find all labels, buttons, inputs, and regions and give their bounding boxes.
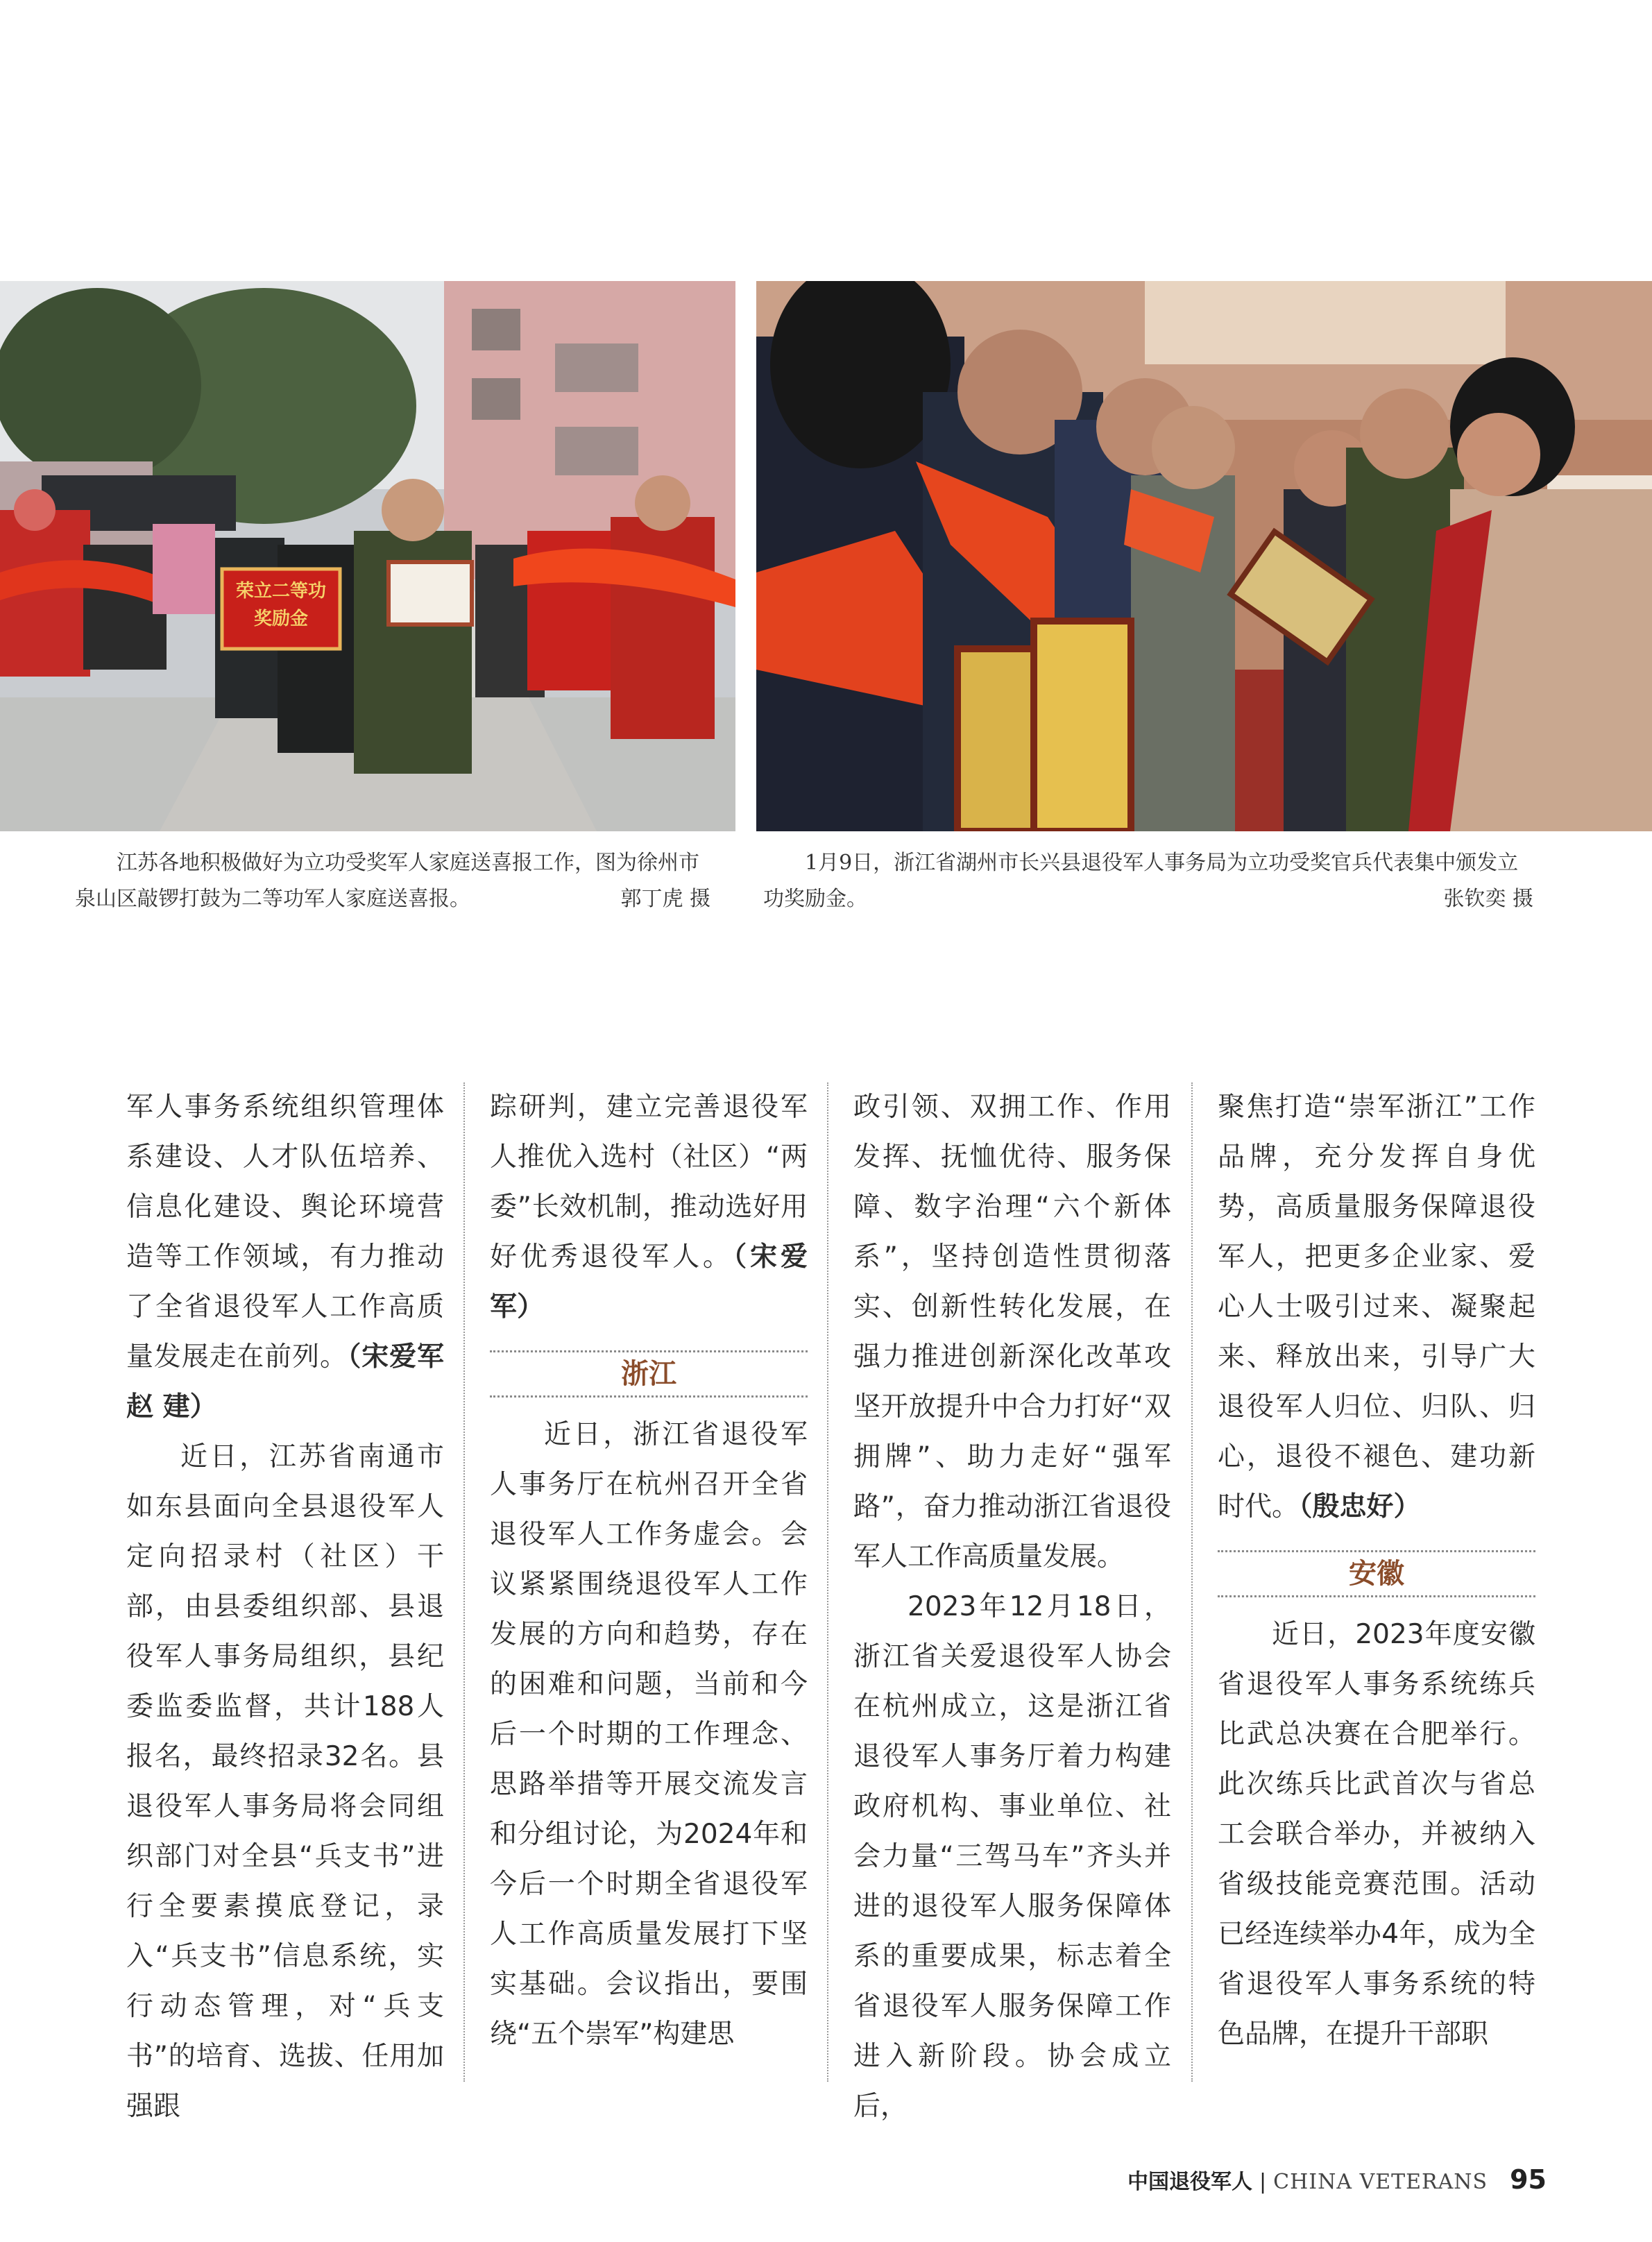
- paragraph-text: 踪研判，建立完善退役军人推优入选村（社区）“两委”长效机制，推动选好用好优秀退役军人。: [490, 1092, 808, 1273]
- article-column-1: [126, 1082, 444, 2132]
- column-divider: [1191, 1082, 1193, 2082]
- section-heading-zhejiang: 浙江: [490, 1350, 808, 1398]
- article-column-3: [853, 1082, 1171, 2132]
- section-heading-anhui: 安徽: [1218, 1550, 1535, 1597]
- page-footer: [1127, 2162, 1547, 2197]
- magazine-english-name: CHINA VETERANS: [1273, 2170, 1488, 2194]
- photo-caption-left: [75, 845, 710, 917]
- author-credit: （宋爱军）: [490, 1241, 808, 1323]
- paragraph: 2023年12月18日，浙江省关爱退役军人协会在杭州成立，这是浙江省退役军人事务厅着力构建政府机构、事业单位、社会力量“三驾马车”齐头并进的退役军人服务保障体系的重要成果，标志着全省退役军人服务保障工作进入新阶段。协会成立后，: [853, 1591, 1171, 2122]
- photo-caption-left-text: 江苏各地积极做好为立功受奖军人家庭送喜报工作，图为徐州市泉山区敲锣打鼓为二等功军人家庭送喜报。: [75, 851, 699, 911]
- photo-credit-right: 张钦奕 摄: [1443, 887, 1533, 911]
- paragraph: 近日，浙江省退役军人事务厅在杭州召开全省退役军人工作务虚会。会议紧紧围绕退役军人工作发展的方向和趋势，存在的困难和问题，当前和今后一个时期的工作理念、思路举措等开展交流发言和分组讨论，为2024年和今后一个时期全省退役军人工作高质量发展打下坚实基础。会议指出，要围绕“五个崇军”构建思: [490, 1419, 808, 2050]
- paragraph: [126, 1082, 444, 1432]
- paragraph: 政引领、双拥工作、作用发挥、抚恤优待、服务保障、数字治理“六个新体系”，坚持创造性贯彻落实、创新性转化发展，在强力推进创新深化改革攻坚开放提升中合力打好“双拥牌”、助力走好“强军路”，奋力推动浙江省退役军人工作高质量发展。: [853, 1092, 1171, 1572]
- photo-credit-left: 郭丁虎 摄: [620, 887, 710, 911]
- page-number: 95: [1510, 2164, 1547, 2195]
- article-column-4: [1218, 1082, 1535, 2060]
- paragraph: 近日，2023年度安徽省退役军人事务系统练兵比武总决赛在合肥举行。此次练兵比武首次与省总工会联合举办，并被纳入省级技能竞赛范围。活动已经连续举办4年，成为全省退役军人事务系统的特色品牌，在提升干部职: [1218, 1619, 1535, 2050]
- author-credit: （宋爱军 赵 建）: [126, 1341, 444, 1423]
- magazine-name: 中国退役军人: [1127, 2170, 1253, 2194]
- banner-line-2: 奖励金: [253, 609, 309, 629]
- paragraph: 近日，江苏省南通市如东县面向全县退役军人定向招录村（社区）干部，由县委组织部、县退役军人事务局组织，县纪委监委监督，共计188人报名，最终招录32名。县退役军人事务局将会同组织部门对全县“兵支书”进行全要素摸底登记，录入“兵支书”信息系统，实行动态管理，对“兵支书”的培育、选拔、任用加强跟: [126, 1441, 444, 2122]
- column-divider: [463, 1082, 465, 2082]
- author-credit: （殷忠好）: [1299, 1491, 1421, 1522]
- paragraph: [490, 1082, 808, 1332]
- photo-award-ceremony: [756, 281, 1652, 831]
- banner-line-1: 荣立二等功: [235, 581, 327, 602]
- paragraph: [1218, 1082, 1535, 1532]
- paragraph-text: 军人事务系统组织管理体系建设、人才队伍培养、信息化建设、舆论环境营造等工作领域，有力推动了全省退役军人工作高质量发展走在前列。: [126, 1092, 444, 1373]
- footer-separator: |: [1259, 2170, 1267, 2194]
- photo-drum-celebration: [0, 281, 735, 831]
- column-divider: [827, 1082, 828, 2082]
- photo-caption-right-text: 1月9日，浙江省湖州市长兴县退役军人事务局为立功受奖官兵代表集中颁发立功奖励金。: [763, 851, 1519, 911]
- article-column-2: [490, 1082, 808, 2060]
- photo-award-ceremony-image: [756, 281, 1652, 831]
- photo-drum-celebration-image: [0, 281, 735, 831]
- paragraph-text: 聚焦打造“崇军浙江”工作品牌，充分发挥自身优势，高质量服务保障退役军人，把更多企业家、爱心人士吸引过来、凝聚起来、释放出来，引导广大退役军人归位、归队、归心，退役不褪色、建功新时代。: [1218, 1092, 1535, 1522]
- photo-caption-right: [763, 845, 1533, 917]
